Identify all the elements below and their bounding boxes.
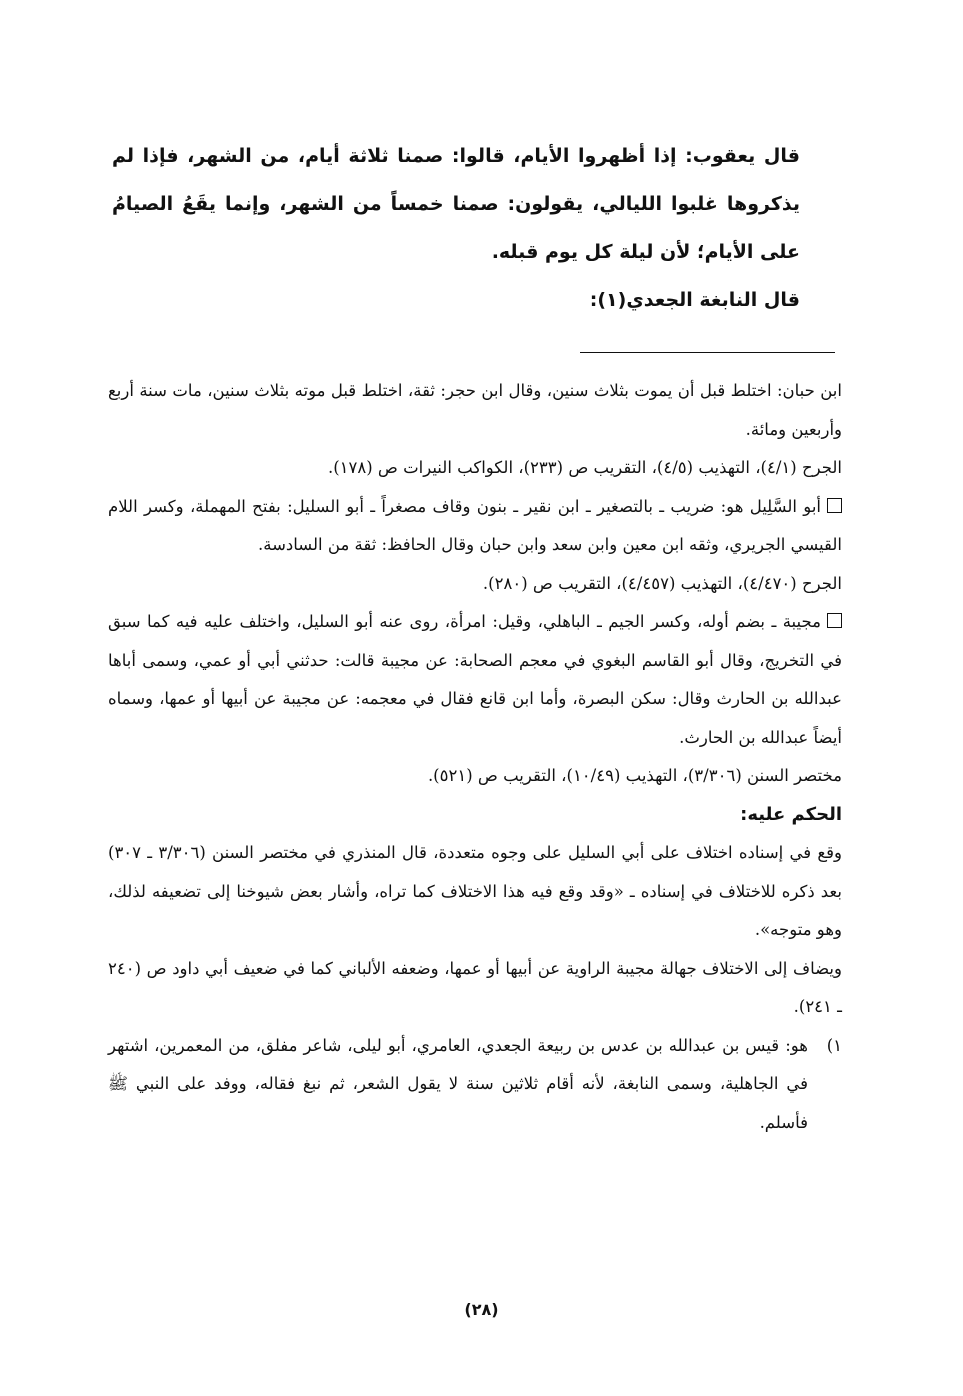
note-narrator-text: مجيبة ـ بضم أوله، وكسر الجيم ـ الباهلي، وقيل: امرأة، روى عنه أبو السليل، واختلف عليه فيه كما سبق في التخريج، وقال أبو القاسم البغوي في معجم الصحابة: عن مجيبة قالت: حدثني أبي أو عمي، وسمى أباها عبدالله بن الحارث وقال: سكن البصرة، وأما ابن قانع فقال في معجمه: عن مجيبة عن أبيها أو عمها، وسماه أيضاً عبدالله بن الحارث.: [108, 612, 842, 747]
note-references: مختصر السنن (٣/٣٠٦)، التهذيب (١٠/٤٩)، التقريب ص (٥٢١).: [427, 766, 842, 785]
footnote-number: ١): [826, 1035, 842, 1055]
footnote-separator: [580, 352, 835, 353]
ruling-paragraph: وقع في إسناده اختلاف على أبي السليل على وجوه متعددة، قال المنذري في مختصر السنن (٣/٣٠٦ ـ ٣٠٧) بعد ذكره للاختلاف في إسناده ـ «وقد وقع فيه هذا الاختلاف كما تراه، وأشار بعض شيوخنا إلى تضعيفه لذلك، وهو متوجه».: [108, 843, 842, 939]
square-bullet-icon: [827, 613, 842, 628]
note-narrator: [108, 603, 842, 757]
note-references: الجرح (٤/٤٧٠)، التهذيب (٤/٤٥٧)، التقريب ص (٢٨٠).: [482, 573, 842, 593]
note-narrator-text: أبو السَّلِيل هو: ضريب ـ بالتصغير ـ ابن نقير ـ بنون وقاف مصغراً ـ أبو السليل: بفتح المهملة، وكسر اللام القيسي الجريري، وثقه ابن معين وابن سعد وابن حبان وقال الحافظ: ثقة من السادسة.: [108, 496, 842, 554]
footnote: [108, 1027, 842, 1143]
ruling-heading: الحكم عليه:: [740, 803, 842, 825]
poem-intro: قال النابغة الجعدي(١):: [589, 289, 800, 311]
notes-section: [108, 372, 842, 1142]
page-number: (٢٨): [464, 1300, 499, 1319]
main-text: [112, 132, 840, 324]
square-bullet-icon: [827, 498, 842, 513]
note-paragraph: ابن حبان: اختلط قبل أن يموت بثلاث سنين، وقال ابن حجر: ثقة، اختلط قبل موته بثلاث سنين، مات سنة أربع وأربعين ومائة.: [108, 381, 842, 439]
note-narrator: [108, 488, 842, 565]
footnote-text: هو: قيس بن عبدالله بن عدس بن ربيعة الجعدي، العامري، أبو ليلى، شاعر مفلق، من المعمرين، اشتهر في الجاهلية، وسمى النابغة، لأنه أقام ثلاثين سنة لا يقول الشعر، ثم نبغ فقاله، ووفد على النبي ﷺ فأسلم.: [108, 1035, 808, 1132]
ruling-paragraph: ويضاف إلى الاختلاف جهالة مجيبة الراوية عن أبيها أو عمها، وضعفه الألباني كما في ضعيف أبي داود ص (٢٤٠ ـ ٢٤١).: [108, 958, 842, 1016]
main-paragraph: قال يعقوب: إذا أظهروا الأيام، قالوا: صمنا ثلاثة أيام، من الشهر، فإذا لم يذكروها غلبوا الليالي، يقولون: صمنا خمساً من الشهر، وإنما يقَعُ الصيامُ على الأيام؛ لأن ليلة كل يوم قبله.: [112, 145, 800, 263]
note-references: الجرح (٤/١)، التهذيب (٤/٥)، التقريب ص (٢٣٣)، الكواكب النيرات ص (١٧٨).: [327, 458, 842, 477]
